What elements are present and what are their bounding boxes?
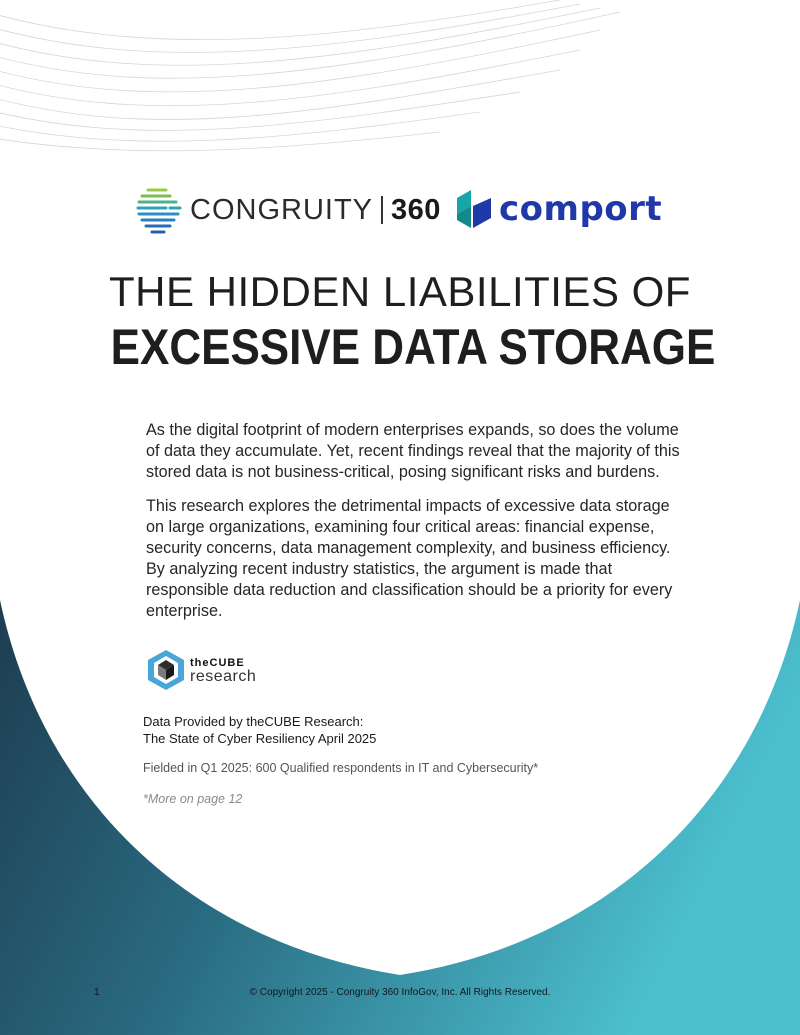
logo-row <box>0 180 800 240</box>
thecube-cube-icon <box>146 648 186 692</box>
page-reference-note: *More on page 12 <box>143 792 243 806</box>
thecube-wordmark: theCUBE <box>190 657 245 669</box>
comport-cube-icon <box>455 188 493 230</box>
data-source-line-1: Data Provided by theCUBE Research: <box>143 714 364 729</box>
title-line-2: EXCESSIVE DATA STORAGE <box>110 319 716 375</box>
thecube-research-logo <box>146 648 256 692</box>
fielded-note: Fielded in Q1 2025: 600 Qualified respondents in IT and Cybersecurity* <box>143 761 539 775</box>
congruity-logo <box>136 184 441 236</box>
congruity-separator <box>381 196 383 224</box>
title-line-1: THE HIDDEN LIABILITIES OF <box>109 268 691 315</box>
intro-paragraph: As the digital footprint of modern enterprises expands, so does the volume of data they accumulate. Yet, recent findings reveal that the majority of this stored data is not business-critical, posing significant risks and burdens. <box>146 421 680 481</box>
congruity-globe-icon <box>136 184 182 236</box>
copyright-notice: © Copyright 2025 - Congruity 360 InfoGov, Inc. All Rights Reserved. <box>249 987 551 998</box>
data-source <box>143 713 376 747</box>
congruity-number: 360 <box>391 193 441 226</box>
research-paragraph: This research explores the detrimental impacts of excessive data storage on large organizations, examining four critical areas: financial expense, security concerns, data management complexity, and business efficiency. By analyzing recent industry statistics, the argument is made that responsible data reduction and classification should be a priority for every enterprise. <box>146 497 673 620</box>
research-wordmark: research <box>190 668 257 685</box>
wave-lines <box>0 0 620 151</box>
congruity-wordmark: CONGRUITY <box>190 193 373 226</box>
teal-band <box>0 560 800 1035</box>
thecube-text <box>190 656 256 684</box>
comport-logo <box>455 188 662 230</box>
page-number: 1 <box>94 987 100 998</box>
comport-wordmark: comport <box>499 189 663 229</box>
data-source-line-2: The State of Cyber Resiliency April 2025 <box>143 731 377 746</box>
